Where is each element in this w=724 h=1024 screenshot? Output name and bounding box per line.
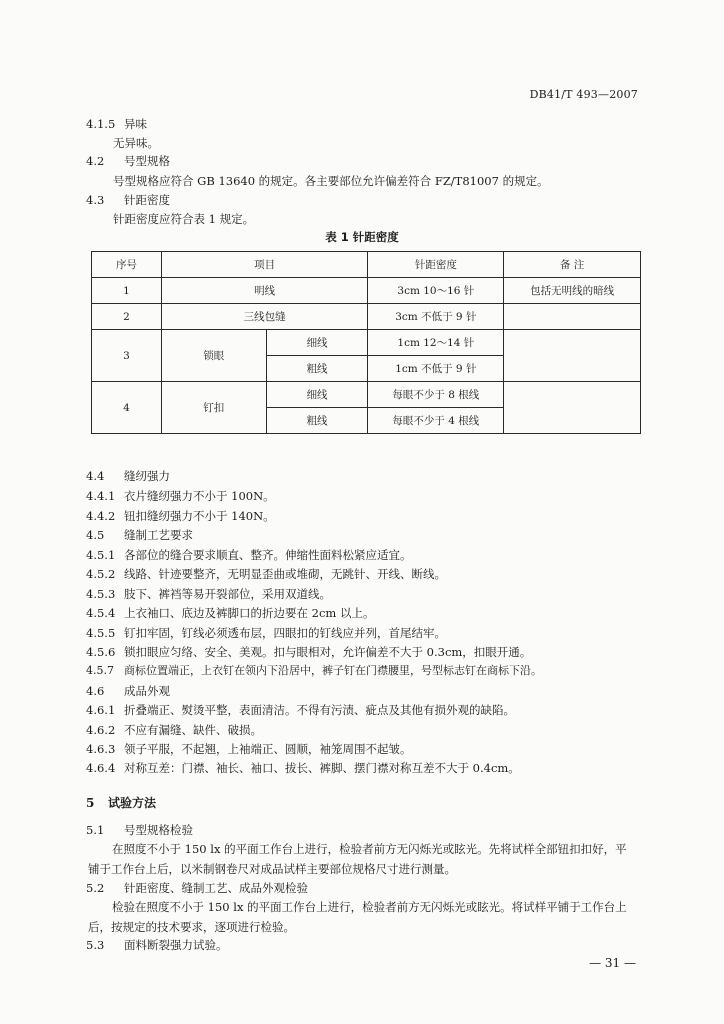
clause-4-5-4 [86, 605, 374, 621]
cell-item: 明线 [161, 278, 368, 304]
cell-subitem: 粗线 [266, 408, 368, 434]
header-item: 项目 [161, 252, 368, 278]
clause-number: 4.4 [86, 469, 105, 483]
standard-code: DB41/T 493—2007 [529, 88, 638, 101]
table-row [92, 278, 641, 304]
clause-4-6-2 [86, 722, 262, 738]
table-row [92, 382, 641, 408]
clause-title: 号型规格检验 [124, 823, 193, 837]
clause-title: 针距密度 [124, 193, 170, 207]
header-density: 针距密度 [368, 252, 504, 278]
clause-number: 4.5.7 [86, 664, 114, 677]
clause-body: 折叠端正、熨烫平整，表面清洁。不得有污渍、疵点及其他有损外观的缺陷。 [124, 703, 515, 717]
clause-title: 缝制工艺要求 [124, 528, 193, 542]
clause-number: 4.5.6 [86, 645, 116, 659]
clause-4-3-body: 针距密度应符合表 1 规定。 [113, 212, 255, 226]
cell-note [504, 330, 641, 382]
clause-4-5-1 [86, 547, 412, 563]
cell-item: 三线包缝 [161, 304, 368, 330]
cell-subitem: 细线 [266, 382, 368, 408]
clause-4-3 [86, 192, 170, 208]
clause-number: 4.6 [86, 684, 105, 698]
clause-body: 衣片缝纫强力不小于 100N。 [124, 489, 275, 503]
clause-4-1-5 [86, 116, 147, 132]
clause-number: 4.6.4 [86, 761, 116, 775]
clause-title: 面料断裂强力试验。 [124, 938, 228, 952]
stitch-density-table [91, 251, 641, 434]
clause-body: 商标位置端正，上衣钉在领内下沿居中，裤子钉在门襟腰里，号型标志钉在商标下沿。 [124, 664, 542, 677]
section-title: 试验方法 [108, 796, 157, 810]
clause-number: 4.5 [86, 528, 105, 542]
clause-number: 4.2 [86, 154, 105, 168]
clause-number: 4.5.1 [86, 548, 116, 562]
clause-5-1 [86, 822, 193, 838]
clause-body: 不应有漏缝、缺件、破损。 [124, 723, 262, 737]
clause-body: 上衣袖口、底边及裤脚口的折边要在 2cm 以上。 [124, 606, 375, 620]
clause-4-5-6 [86, 644, 531, 660]
section-5 [86, 794, 156, 811]
clause-4-4 [86, 468, 170, 484]
clause-number: 4.6.3 [86, 742, 116, 756]
clause-body: 钉扣牢固，钉线必须透布层，四眼扣的钉线应并列，首尾结牢。 [124, 626, 446, 640]
cell-density: 1cm 12～14 针 [368, 330, 504, 356]
clause-number: 5.2 [86, 881, 105, 895]
clause-body: 锁扣眼应匀络、安全、美观。扣与眼相对，允许偏差不大于 0.3cm，扣眼开通。 [124, 645, 532, 659]
clause-number: 5.1 [86, 823, 105, 837]
clause-4-4-2 [86, 508, 275, 524]
clause-4-5-3 [86, 586, 331, 602]
cell-density: 3cm 不低于 9 针 [368, 304, 504, 330]
clause-4-5-2 [86, 566, 446, 582]
clause-4-4-1 [86, 488, 275, 504]
clause-5-2-body [88, 897, 636, 937]
cell-note [504, 382, 641, 434]
clause-body: 各部位的缝合要求顺直、整齐。伸缩性面料松紧应适宜。 [124, 548, 412, 562]
clause-5-3 [86, 937, 228, 953]
table-caption: 表 1 针距密度 [325, 230, 399, 244]
cell-density: 每眼不少于 8 根线 [368, 382, 504, 408]
clause-number: 4.4.1 [86, 489, 116, 503]
clause-body: 肢下、裤裆等易开裂部位，采用双道线。 [124, 587, 331, 601]
table-row [92, 330, 641, 356]
paragraph-text: 在照度不小于 150 lx 的平面工作台上进行，检验者前方无闪烁光或眩光。先将试样全部钮扣扣好，平铺于工作台上后，以米制钢卷尺对成品试样主要部位规格尺寸进行测量。 [88, 842, 627, 876]
clause-title: 针距密度、缝制工艺、成品外观检验 [124, 881, 308, 895]
clause-4-6-3 [86, 741, 412, 757]
cell-note: 包括无明线的暗线 [504, 278, 641, 304]
cell-density: 1cm 不低于 9 针 [368, 356, 504, 382]
clause-number: 4.6.2 [86, 723, 116, 737]
clause-4-6-1 [86, 702, 515, 718]
clause-4-2-body: 号型规格应符合 GB 13640 的规定。各主要部位允许偏差符合 FZ/T81007 的规定。 [113, 174, 549, 188]
cell-density: 每眼不少于 4 根线 [368, 408, 504, 434]
cell-subitem: 粗线 [266, 356, 368, 382]
section-number: 5 [86, 796, 95, 810]
cell-no: 3 [92, 330, 162, 382]
clause-number: 4.5.2 [86, 567, 116, 581]
cell-no: 2 [92, 304, 162, 330]
clause-title: 号型规格 [124, 154, 170, 168]
cell-density: 3cm 10～16 针 [368, 278, 504, 304]
paragraph-text: 检验在照度不小于 150 lx 的平面工作台上进行，检验者前方无闪烁光或眩光。将试样平铺于工作台上后，按规定的技术要求，逐项进行检验。 [88, 900, 627, 934]
clause-4-2 [86, 153, 170, 169]
clause-5-1-body [88, 839, 636, 879]
clause-title: 缝纫强力 [124, 469, 170, 483]
cell-item: 锁眼 [161, 330, 266, 382]
clause-number: 4.5.3 [86, 587, 116, 601]
table-row [92, 304, 641, 330]
clause-4-5-7 [86, 663, 542, 679]
clause-number: 5.3 [86, 938, 105, 952]
clause-5-2 [86, 880, 308, 896]
clause-title: 异味 [124, 117, 147, 131]
cell-no: 1 [92, 278, 162, 304]
clause-body: 线路、针迹要整齐，无明显歪曲或堆砌，无跳针、开线、断线。 [124, 567, 446, 581]
clause-number: 4.3 [86, 193, 105, 207]
cell-subitem: 细线 [266, 330, 368, 356]
clause-title: 成品外观 [124, 684, 170, 698]
clause-body: 钮扣缝纫强力不小于 140N。 [124, 509, 275, 523]
cell-note [504, 304, 641, 330]
clause-4-6-4 [86, 760, 520, 776]
clause-4-6 [86, 683, 170, 699]
header-note: 备 注 [504, 252, 641, 278]
cell-item: 钉扣 [161, 382, 266, 434]
clause-4-5 [86, 527, 193, 543]
clause-4-1-5-body: 无异味。 [113, 136, 159, 150]
clause-number: 4.5.4 [86, 606, 116, 620]
clause-4-5-5 [86, 625, 446, 641]
clause-number: 4.6.1 [86, 703, 116, 717]
page-number: — 31 — [589, 956, 636, 970]
clause-number: 4.5.5 [86, 626, 116, 640]
clause-number: 4.4.2 [86, 509, 116, 523]
table-header-row [92, 252, 641, 278]
clause-body: 对称互差：门襟、袖长、袖口、拔长、裤脚、摆门襟对称互差不大于 0.4cm。 [124, 761, 520, 775]
cell-no: 4 [92, 382, 162, 434]
clause-body: 领子平服，不起翘，上袖端正、圆顺，袖笼周围不起皱。 [124, 742, 412, 756]
clause-number: 4.1.5 [86, 117, 116, 131]
header-no: 序号 [92, 252, 162, 278]
